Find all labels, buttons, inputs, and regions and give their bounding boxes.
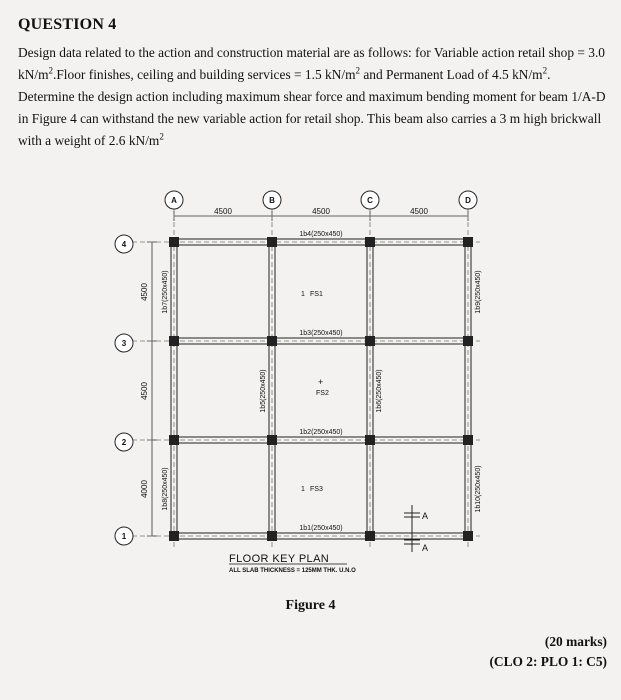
marks-block: [489, 632, 607, 672]
dimension-lines: [147, 211, 468, 536]
question-title: QUESTION 4: [18, 16, 117, 33]
slab-label-fs2: FS2: [316, 390, 329, 397]
dim-col-bc: 4500: [312, 207, 330, 216]
slab-cross-mark: +: [318, 377, 324, 387]
figure-caption: Figure 4: [285, 598, 336, 613]
superscript-2: 2: [355, 65, 360, 76]
section-label-top: A: [422, 511, 429, 521]
plan-subtitle: ALL SLAB THICKNESS = 125MM THK. U.N.O: [229, 568, 356, 574]
grid-label-a: A: [171, 196, 177, 205]
dim-row-32: 4500: [140, 382, 149, 400]
beam-label-1b6: 1b6(250x450): [376, 369, 383, 413]
slab-mark-fs1: 1: [301, 291, 305, 298]
column-markers: [169, 237, 473, 541]
grid-label-1: 1: [121, 532, 127, 541]
superscript-2: 2: [542, 65, 548, 76]
marks-clo: (CLO 2: PLO 1: C5): [489, 654, 607, 669]
slab-label-fs1: FS1: [310, 291, 323, 298]
beam-label-1b8: 1b8(250x450): [162, 467, 169, 511]
question-text-part-4: . Determine the design action including maximum shear force and maximum bending moment for beam 1/A-D in Figure 4 can withstand the new variable action for retail shop. This beam also carries a 3 m high brickwall with a weight of 2.6 kN/m: [18, 67, 606, 148]
question-text-part-1: Design data related to the action and construction material are as follows: for Variable action retail shop = 3.0 kN/m: [18, 45, 605, 82]
dim-row-43: 4500: [140, 283, 149, 301]
beams: [170, 239, 472, 539]
superscript-2: 2: [159, 131, 164, 142]
section-label-bottom: A: [422, 543, 429, 553]
superscript-2: 2: [48, 65, 54, 76]
grid-label-d: D: [465, 196, 471, 205]
beam-label-1b10: 1b10(250x450): [475, 465, 482, 513]
beam-label-1b5: 1b5(250x450): [260, 369, 267, 413]
grid-label-b: B: [269, 196, 275, 205]
question-text-part-2: .Floor finishes, ceiling and building services = 1.5 kN/m: [53, 67, 356, 82]
grid-lines: [132, 206, 480, 548]
beam-label-1b1: 1b1(250x450): [299, 525, 343, 532]
section-cut-marker: [404, 505, 420, 552]
beam-label-1b2: 1b2(250x450): [299, 429, 343, 436]
dim-col-ab: 4500: [214, 207, 232, 216]
grid-label-2: 2: [121, 438, 127, 447]
grid-label-4: 4: [121, 240, 127, 249]
slab-label-fs3: FS3: [310, 486, 323, 493]
beam-label-1b3: 1b3(250x450): [299, 330, 343, 337]
slab-mark-fs3: 1: [301, 486, 305, 493]
question-text-part-3: and Permanent Load of 4.5 kN/m: [360, 67, 543, 82]
floor-key-plan-drawing: [0, 180, 621, 600]
beam-label-1b9: 1b9(250x450): [475, 270, 482, 314]
beam-label-1b4: 1b4(250x450): [299, 231, 343, 238]
plan-title: FLOOR KEY PLAN: [229, 553, 330, 565]
grid-bubbles-rows: [115, 235, 133, 545]
beam-label-1b7: 1b7(250x450): [162, 270, 169, 314]
question-text: [18, 42, 610, 152]
grid-label-3: 3: [121, 339, 127, 348]
dim-row-21: 4000: [140, 480, 149, 498]
dim-col-cd: 4500: [410, 207, 428, 216]
marks-total: (20 marks): [544, 634, 607, 649]
grid-label-c: C: [367, 196, 373, 205]
